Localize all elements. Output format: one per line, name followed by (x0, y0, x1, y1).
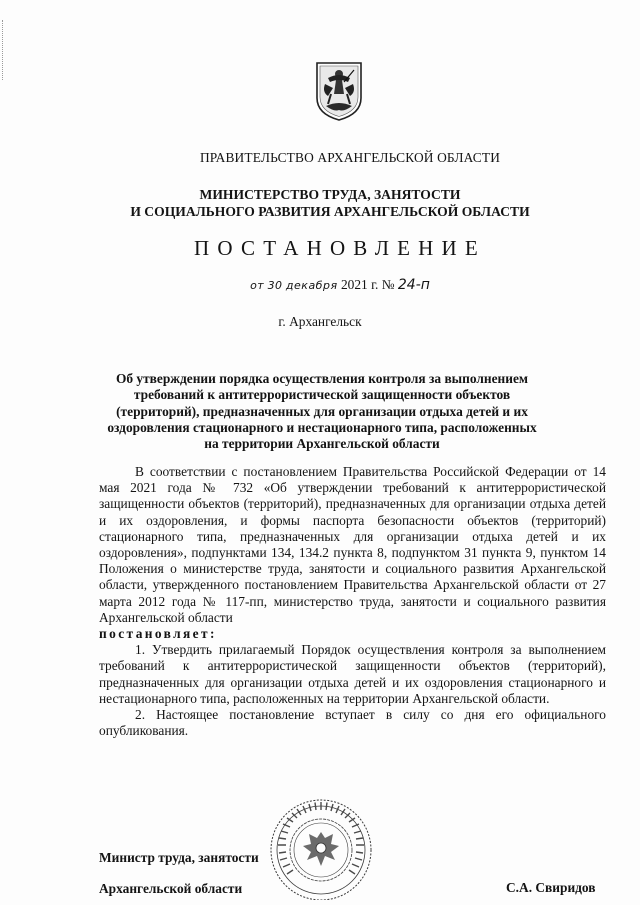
government-name: ПРАВИТЕЛЬСТВО АРХАНГЕЛЬСКОЙ ОБЛАСТИ (199, 150, 501, 165)
subject-line: Об утверждении порядка осуществления контроля за выполнением (115, 371, 529, 386)
official-seal-icon (255, 790, 377, 900)
document-subject (2, 371, 640, 452)
ministry-name-line2: И СОЦИАЛЬНОГО РАЗВИТИЯ АРХАНГЕЛЬСКОЙ ОБЛАСТИ (130, 204, 530, 219)
date-prefix: от (250, 279, 265, 292)
ministry-name-line1: МИНИСТЕРСТВО ТРУДА, ЗАНЯТОСТИ (199, 187, 461, 202)
preamble-paragraph: В соответствии с постановлением Правительства Российской Федерации от 14 мая 2021 года № 732 «Об утверждении требований к антитеррористической защищенности объектов (территорий), предназначенных для организации отдыха детей и их оздоровления, и формы паспорта безопасности объектов (территорий) стационарного типа, предназначенных для организации отдыха детей и их оздоровления», подпунктами 134, 134.2 пункта 8, подпунктом 31 пункта 9, пунктом 14 Положения о министерстве труда, занятости и социального развития Архангельской области, утвержденного постановлением Правительства Архангельской области от 27 марта 2012 года № 117-пп, министерство труда, занятости и социального развития Архангельской области (99, 464, 606, 625)
subject-line: требований к антитеррористической защищенности объектов (133, 387, 511, 403)
signatory-title-line1: Министр труда, занятости (99, 850, 259, 865)
issue-city: г. Архангельск (278, 314, 362, 329)
decree-item-1: 1. Утвердить прилагаемый Порядок осуществления контроля за выполнением требований к антитеррористической защищенности объектов (территорий), предназначенных для организации отдыха детей и их оздоровления стационарного и нестационарного типа, расположенных на территории Архангельской области. (99, 642, 606, 706)
subject-line: оздоровления стационарного и нестационарного типа, расположенных (107, 419, 537, 435)
subject-line: (территорий), предназначенных для организации отдыха детей и их (116, 403, 528, 419)
coat-of-arms-icon (314, 60, 364, 122)
date-month: декабря (285, 279, 338, 292)
document-date-line (20, 277, 640, 293)
date-day: 30 (267, 279, 283, 292)
document-number: 24-п (397, 277, 430, 293)
scan-edge-mark (2, 20, 5, 80)
signatory-name: С.А. Свиридов (506, 880, 596, 895)
date-year: 2021 г. № (340, 277, 395, 292)
decree-item-2: 2. Настоящее постановление вступает в силу со дня его официального опубликования. (99, 707, 606, 739)
ministry-name (10, 186, 640, 220)
signatory-title-line3: Архангельской области (99, 881, 243, 896)
document-type-title: ПОСТАНОВЛЕНИЕ (194, 236, 486, 260)
subject-line: на территории Архангельской области (204, 436, 440, 452)
decree-word-line (99, 626, 606, 642)
document-body (99, 464, 606, 739)
decree-word: постановляет: (99, 626, 217, 642)
